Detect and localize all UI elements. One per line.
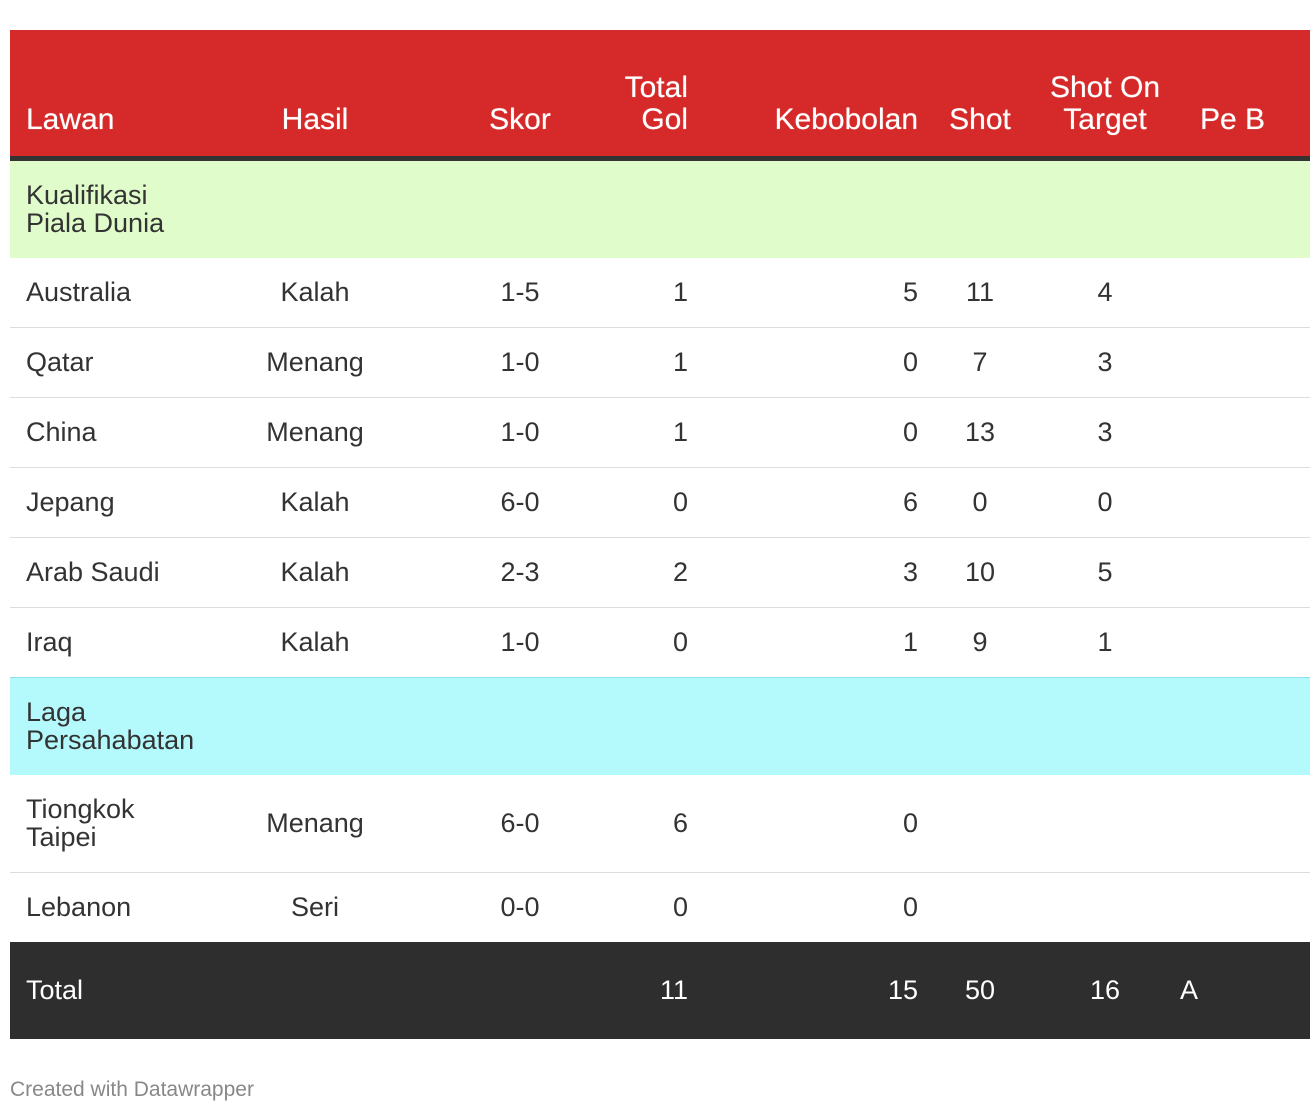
cell-hasil: Kalah — [190, 467, 440, 537]
cell-shot: 13 — [930, 397, 1030, 467]
cell-sot: 5 — [1030, 537, 1180, 607]
cell-gol: 2 — [600, 537, 700, 607]
cell-sot: 0 — [1030, 467, 1180, 537]
cell-shot — [930, 872, 1030, 942]
cell-lawan: Arab Saudi — [10, 537, 190, 607]
table-row — [10, 775, 1310, 873]
cell-sot: 3 — [1030, 397, 1180, 467]
cell-shot: 7 — [930, 327, 1030, 397]
cell-skor: 1-0 — [440, 327, 600, 397]
cell-kebobolan: 0 — [700, 775, 930, 873]
header-skor[interactable]: Skor — [440, 30, 600, 158]
cell-skor: 6-0 — [440, 467, 600, 537]
datawrapper-credit[interactable]: Created with Datawrapper — [10, 1078, 254, 1101]
header-partial[interactable]: Pe B — [1180, 30, 1310, 158]
cell-hasil: Menang — [190, 397, 440, 467]
cell-kebobolan: 1 — [902, 627, 918, 657]
table-row — [10, 872, 1310, 942]
cell-lawan: Australia — [10, 258, 190, 328]
cell-gol: 0 — [600, 467, 700, 537]
results-table-container — [10, 30, 1266, 1042]
group-label: Laga Persahabatan — [10, 677, 190, 775]
header-shot[interactable]: Shot — [930, 30, 1030, 158]
cell-skor: 1-0 — [500, 627, 540, 657]
cell-hasil: Kalah — [190, 537, 440, 607]
cell-lawan: Iraq — [26, 627, 73, 657]
cell-hasil: Kalah — [190, 258, 440, 328]
cell-shot — [930, 775, 1030, 873]
cell-kebobolan: 0 — [700, 397, 930, 467]
cell-lawan: Jepang — [10, 467, 190, 537]
total-row — [10, 942, 1310, 1039]
total-label: Total — [10, 942, 190, 1039]
cell-gol: 0 — [672, 627, 688, 657]
cell-kebobolan: 3 — [700, 537, 930, 607]
group-label: Kualifikasi Piala Dunia — [10, 158, 190, 258]
cell-gol: 6 — [600, 775, 700, 873]
cell-skor: 6-0 — [440, 775, 600, 873]
cell-kebobolan: 5 — [700, 258, 930, 328]
table-row — [10, 607, 1310, 677]
table-row — [10, 258, 1310, 328]
cell-lawan: Lebanon — [26, 892, 132, 922]
cell-skor: 2-3 — [440, 537, 600, 607]
cell-skor: 0-0 — [500, 892, 540, 922]
cell-sot: 4 — [1030, 258, 1180, 328]
cell-gol: 1 — [600, 327, 700, 397]
header-hasil[interactable]: Hasil — [190, 30, 440, 158]
header-kebobolan[interactable]: Kebobolan — [700, 30, 930, 158]
header-total-gol[interactable]: Total Gol — [600, 30, 700, 158]
cell-hasil: Menang — [190, 327, 440, 397]
total-sot: 16 — [1030, 942, 1180, 1039]
results-table — [10, 30, 1310, 1039]
cell-skor: 1-5 — [440, 258, 600, 328]
cell-sot: 1 — [1097, 627, 1113, 657]
cell-kebobolan: 6 — [700, 467, 930, 537]
header-row — [10, 30, 1310, 158]
total-kebobolan: 15 — [700, 942, 930, 1039]
group-row-qualifier — [10, 158, 1310, 258]
total-shot: 50 — [930, 942, 1030, 1039]
table-row — [10, 397, 1310, 467]
cell-gol: 1 — [600, 258, 700, 328]
cell-sot — [1030, 872, 1180, 942]
total-partial: A — [1180, 942, 1310, 1039]
table-row — [10, 327, 1310, 397]
cell-shot: 11 — [930, 258, 1030, 328]
cell-shot: 10 — [930, 537, 1030, 607]
cell-hasil: Seri — [290, 892, 339, 922]
cell-sot: 3 — [1030, 327, 1180, 397]
cell-lawan: Qatar — [10, 327, 190, 397]
table-row — [10, 467, 1310, 537]
table-row — [10, 537, 1310, 607]
cell-kebobolan: 0 — [902, 892, 918, 922]
group-row-friendly — [10, 677, 1310, 775]
cell-shot: 0 — [930, 467, 1030, 537]
cell-hasil: Kalah — [280, 627, 350, 657]
cell-sot — [1030, 775, 1180, 873]
cell-kebobolan: 0 — [700, 327, 930, 397]
header-shot-on-target[interactable]: Shot On Target — [1030, 30, 1180, 158]
cell-skor: 1-0 — [440, 397, 600, 467]
cell-gol: 1 — [600, 397, 700, 467]
cell-lawan: China — [10, 397, 190, 467]
cell-shot: 9 — [972, 627, 988, 657]
cell-lawan: Tiongkok Taipei — [10, 775, 190, 873]
header-lawan[interactable]: Lawan — [10, 30, 190, 158]
cell-gol: 0 — [672, 892, 688, 922]
cell-hasil: Menang — [190, 775, 440, 873]
total-gol: 11 — [600, 942, 700, 1039]
